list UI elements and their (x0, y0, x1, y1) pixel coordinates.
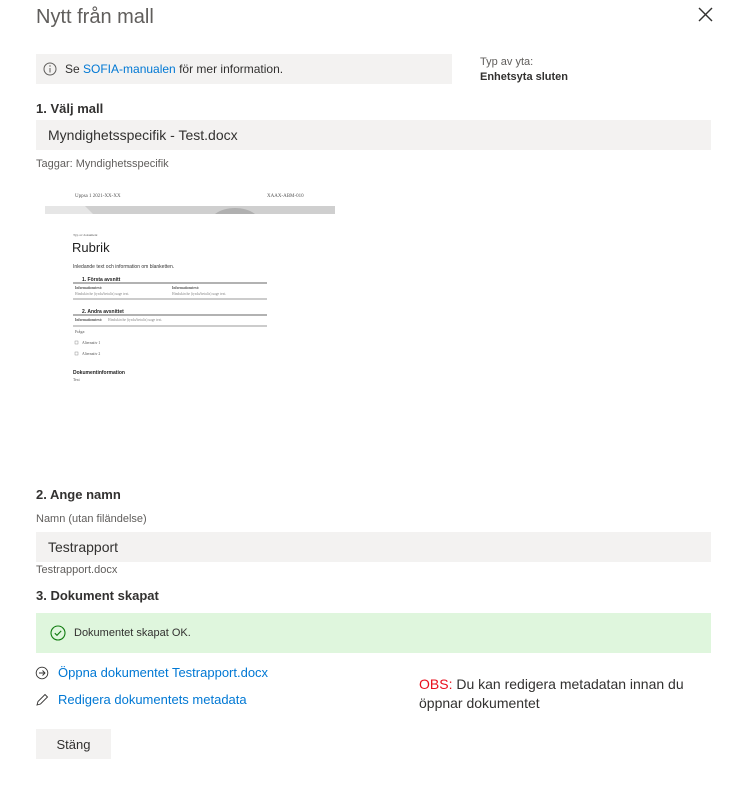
preview-intro: Inledande text och information om blanketten. (73, 264, 175, 270)
preview-option2: Alternativ 2 (82, 352, 101, 356)
close-button[interactable]: Stäng (36, 729, 111, 759)
success-message: Dokumentet skapat OK. (74, 627, 191, 639)
template-preview (45, 186, 337, 396)
step3-heading: 3. Dokument skapat (36, 588, 159, 603)
preview-doc-type: Typ av dokument (73, 233, 98, 237)
metadata-note (419, 675, 719, 713)
arrow-right-circle-icon (35, 666, 49, 680)
preview-docinfo-heading: Dokumentinformation (73, 370, 125, 376)
info-message-bar (36, 54, 452, 84)
success-message-bar (36, 613, 711, 653)
checkmark-circle-icon (50, 625, 66, 641)
preview-info-b: Informationstext: (172, 286, 200, 290)
preview-section1: 1. Första avsnitt (82, 277, 121, 283)
preview-header-left: Uppsa 1 2021-XX-XX (75, 194, 121, 199)
close-dialog-button[interactable] (695, 5, 715, 25)
area-type-label: Typ av yta: (480, 56, 534, 68)
pencil-icon (35, 693, 49, 707)
name-field-label: Namn (utan filändelse) (36, 513, 147, 525)
sofia-manual-link[interactable]: SOFIA-manualen (83, 62, 176, 76)
open-document-link[interactable]: Öppna dokumentet Testrapport.docx (58, 665, 269, 680)
preview-docinfo-text: Text (73, 378, 80, 382)
step2-heading: 2. Ange namn (36, 487, 121, 502)
close-icon (695, 5, 715, 25)
preview-heading: Rubrik (72, 240, 110, 255)
edit-metadata-action[interactable] (35, 692, 247, 707)
preview-header-right: XAAX-ABM-010 (267, 194, 304, 199)
info-icon (43, 62, 57, 76)
dialog-title: Nytt från mall (36, 6, 154, 28)
filename-preview: Testrapport.docx (36, 564, 118, 576)
preview-info-a: Informationstext: (75, 286, 103, 290)
preview-info-text-a: Hindukirche (tysda/betulis) uage text. (75, 292, 130, 296)
preview-option1: Alternativ 1 (82, 341, 101, 345)
area-type-value: Enhetsyta sluten (480, 71, 569, 83)
template-selector[interactable]: Myndighetsspecifik - Test.docx (36, 120, 711, 150)
step1-heading: 1. Välj mall (36, 101, 104, 116)
preview-info-text-c: Hindukirche (tysda/betulis) uage text. (108, 318, 163, 322)
info-suffix: för mer information. (175, 62, 284, 76)
preview-section2: 2. Andra avsnittet (82, 309, 124, 315)
edit-metadata-link[interactable]: Redigera dokumentets metadata (58, 692, 247, 707)
preview-info-c: Informationstext: (75, 318, 103, 322)
open-document-action[interactable] (35, 665, 268, 680)
name-input[interactable]: Testrapport (36, 532, 711, 562)
preview-info-text-b: Hindukirche (tysda/betulis) uage text. (172, 292, 227, 296)
preview-question: Fråga: (75, 329, 86, 334)
note-prefix: OBS: (419, 676, 453, 692)
note-text: Du kan redigera metadatan innan du öppnar dokumentet (419, 676, 684, 711)
info-prefix: Se (65, 62, 84, 76)
template-tags: Taggar: Myndighetsspecifik (36, 158, 169, 170)
